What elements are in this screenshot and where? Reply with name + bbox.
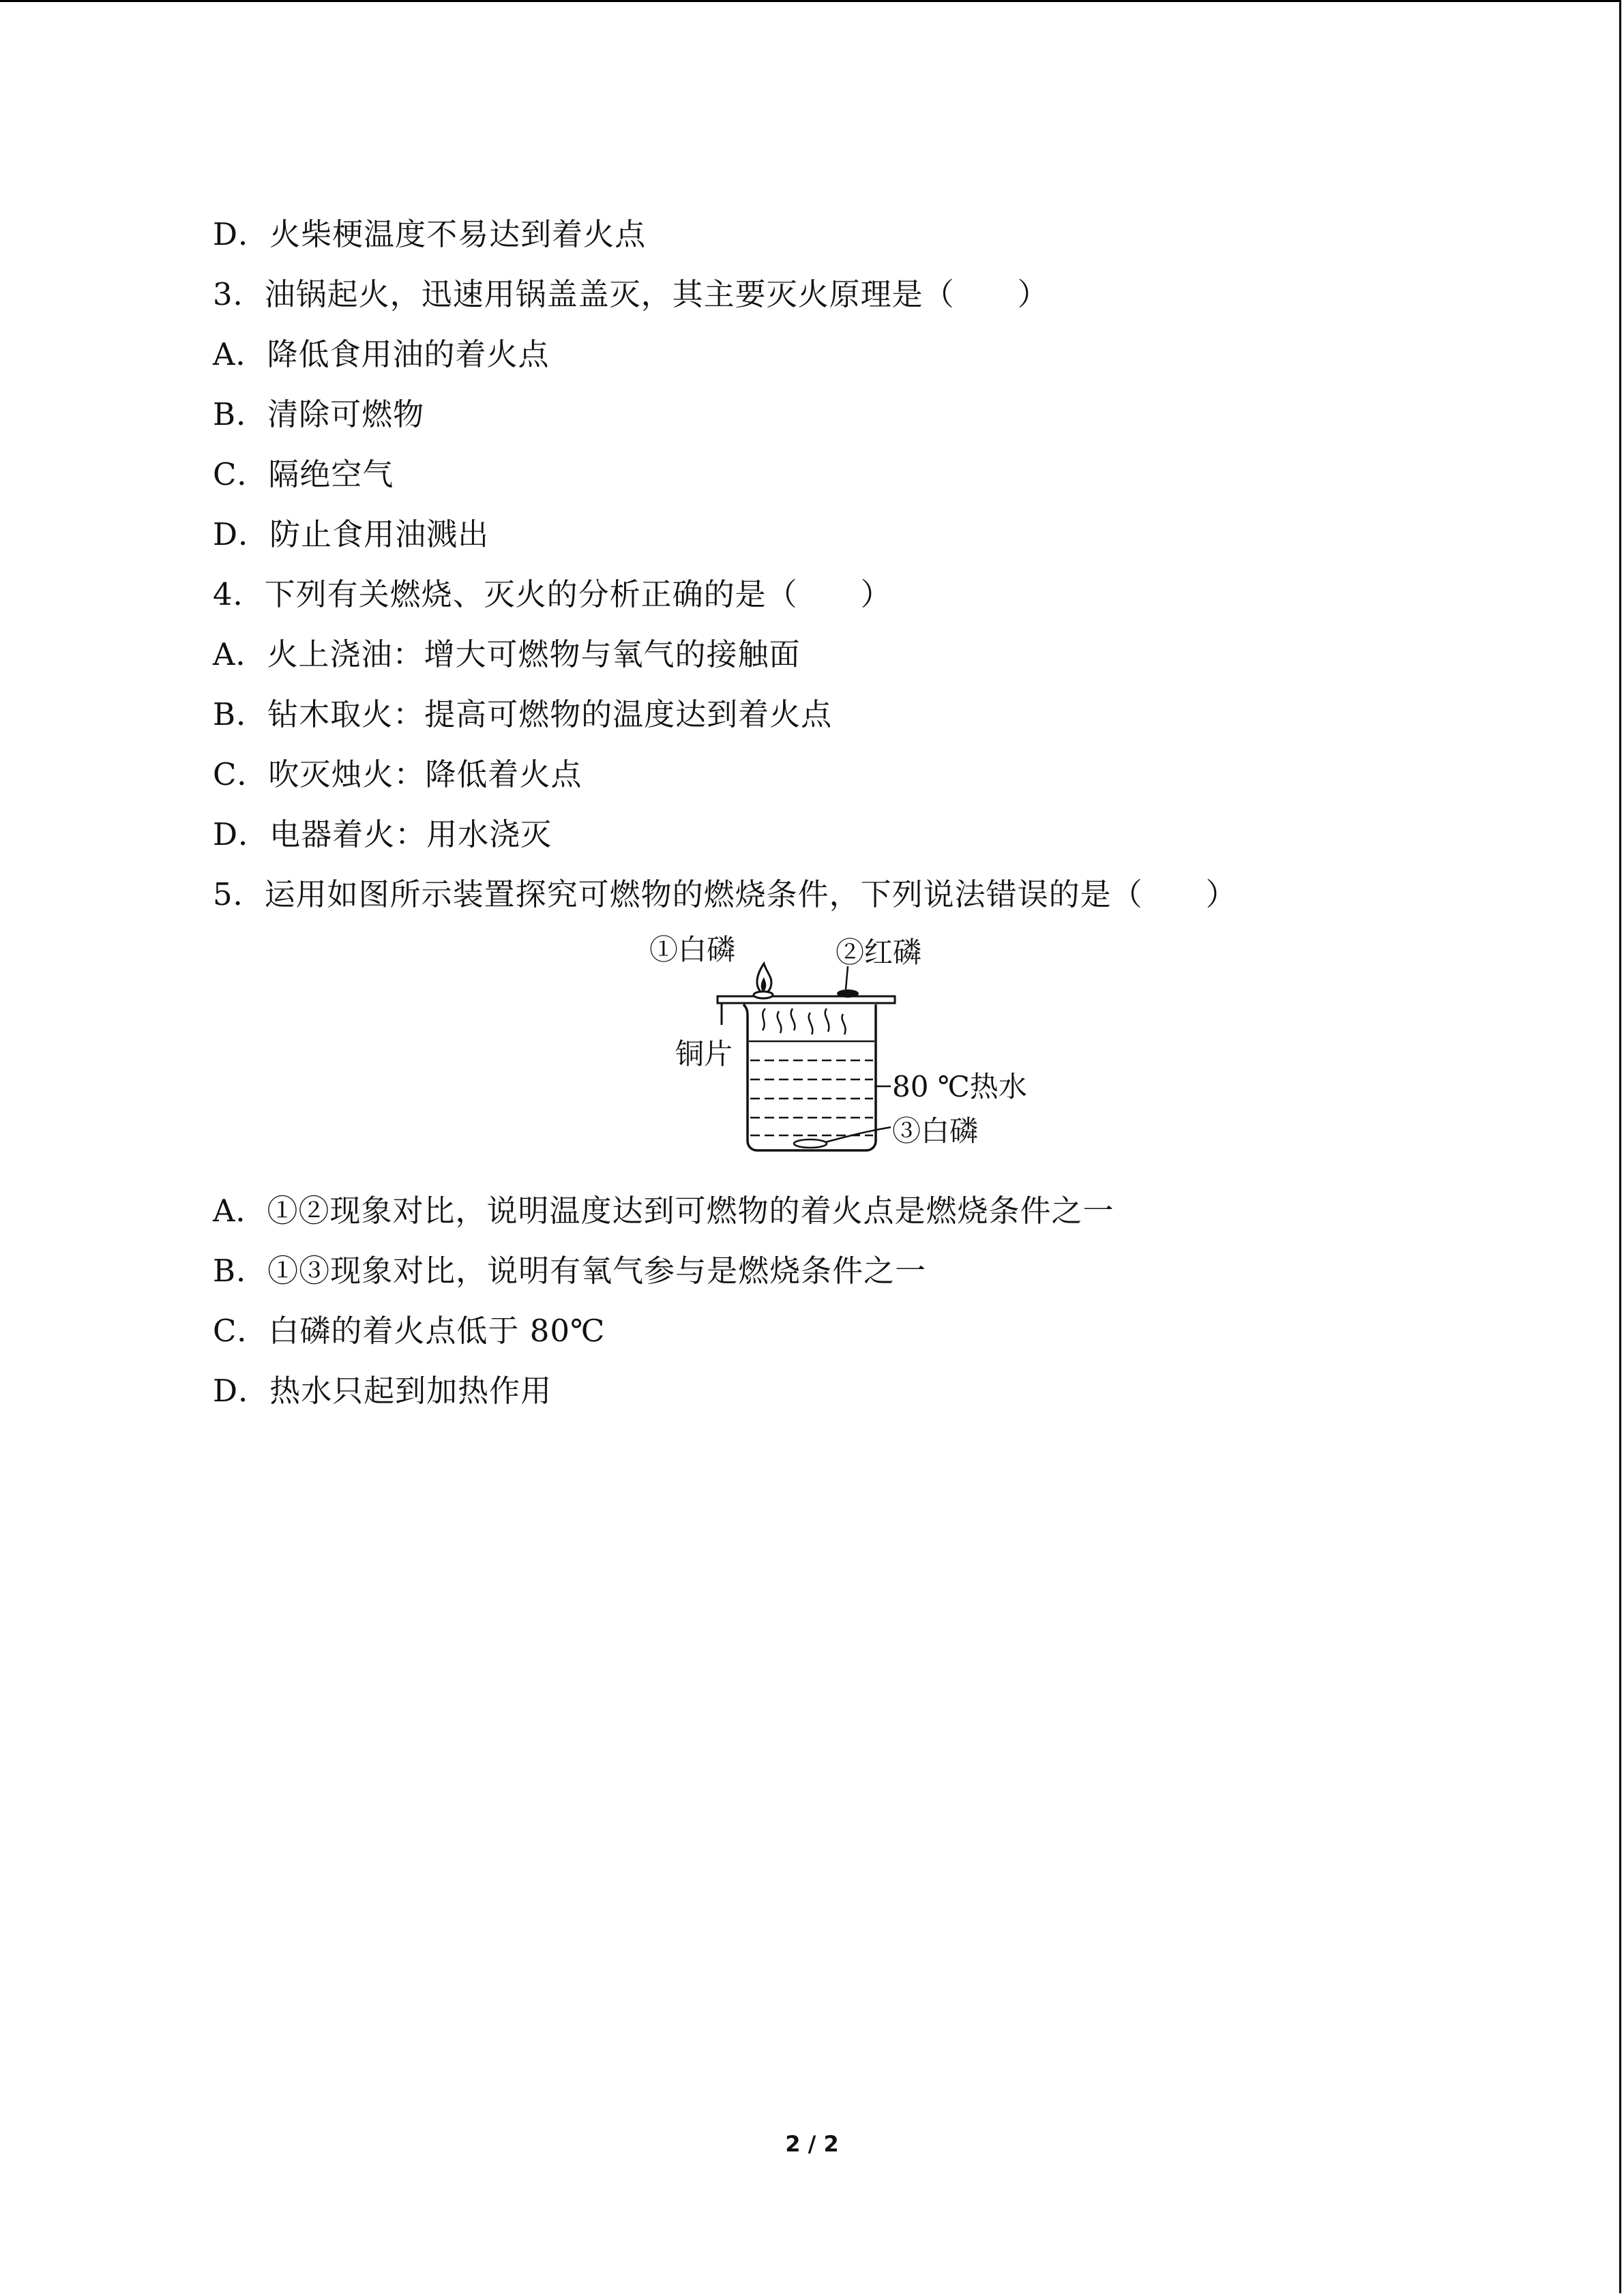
beaker	[722, 1003, 876, 1150]
white-phosphorus-water-pointer	[825, 1127, 891, 1142]
label-white-phosphorus-top: ①白磷	[649, 933, 736, 966]
red-phosphorus-pointer	[846, 966, 848, 989]
red-phosphorus	[837, 989, 859, 998]
option-d-q3: D．防止食用油溅出	[213, 516, 490, 552]
option-c-q3: C．隔绝空气	[213, 456, 394, 492]
combustion-apparatus-figure	[641, 924, 1084, 1163]
label-copper-sheet: 铜片	[675, 1037, 733, 1071]
option-a-q3: A．降低食用油的着火点	[213, 336, 550, 372]
option-d-q5: D．热水只起到加热作用	[213, 1373, 552, 1409]
label-hot-water: 80 ℃热水	[892, 1070, 1027, 1103]
question-5: 5．运用如图所示装置探究可燃物的燃烧条件，下列说法错误的是（ ）	[213, 876, 1237, 912]
option-a-q5: A．①②现象对比，说明温度达到可燃物的着火点是燃烧条件之一	[213, 1193, 1114, 1229]
white-phosphorus-top	[754, 992, 773, 998]
option-c-q4: C．吹灭烛火：降低着火点	[213, 756, 582, 792]
hot-water	[749, 1041, 874, 1135]
steam-lines	[763, 1009, 846, 1034]
option-b-q4: B．钻木取火：提高可燃物的温度达到着火点	[213, 696, 833, 732]
option-b-q3: B．清除可燃物	[213, 396, 425, 432]
option-b-q5: B．①③现象对比，说明有氧气参与是燃烧条件之一	[213, 1253, 927, 1289]
option-d-q4: D．电器着火：用水浇灭	[213, 816, 552, 852]
white-phosphorus-water	[794, 1139, 827, 1148]
question-4: 4．下列有关燃烧、灭火的分析正确的是（ ）	[213, 576, 892, 612]
page-number: 2 / 2	[785, 2131, 839, 2157]
option-d-q2: D．火柴梗温度不易达到着火点	[213, 216, 647, 252]
option-a-q4: A．火上浇油：增大可燃物与氧气的接触面	[213, 636, 801, 672]
label-white-phosphorus-water: ③白磷	[892, 1114, 979, 1148]
flame-icon	[757, 964, 771, 994]
option-c-q5: C．白磷的着火点低于 80℃	[213, 1313, 606, 1349]
label-red-phosphorus: ②红磷	[836, 936, 922, 969]
copper-sheet	[718, 996, 895, 1003]
question-3: 3．油锅起火，迅速用锅盖盖灭，其主要灭火原理是（ ）	[213, 276, 1049, 312]
